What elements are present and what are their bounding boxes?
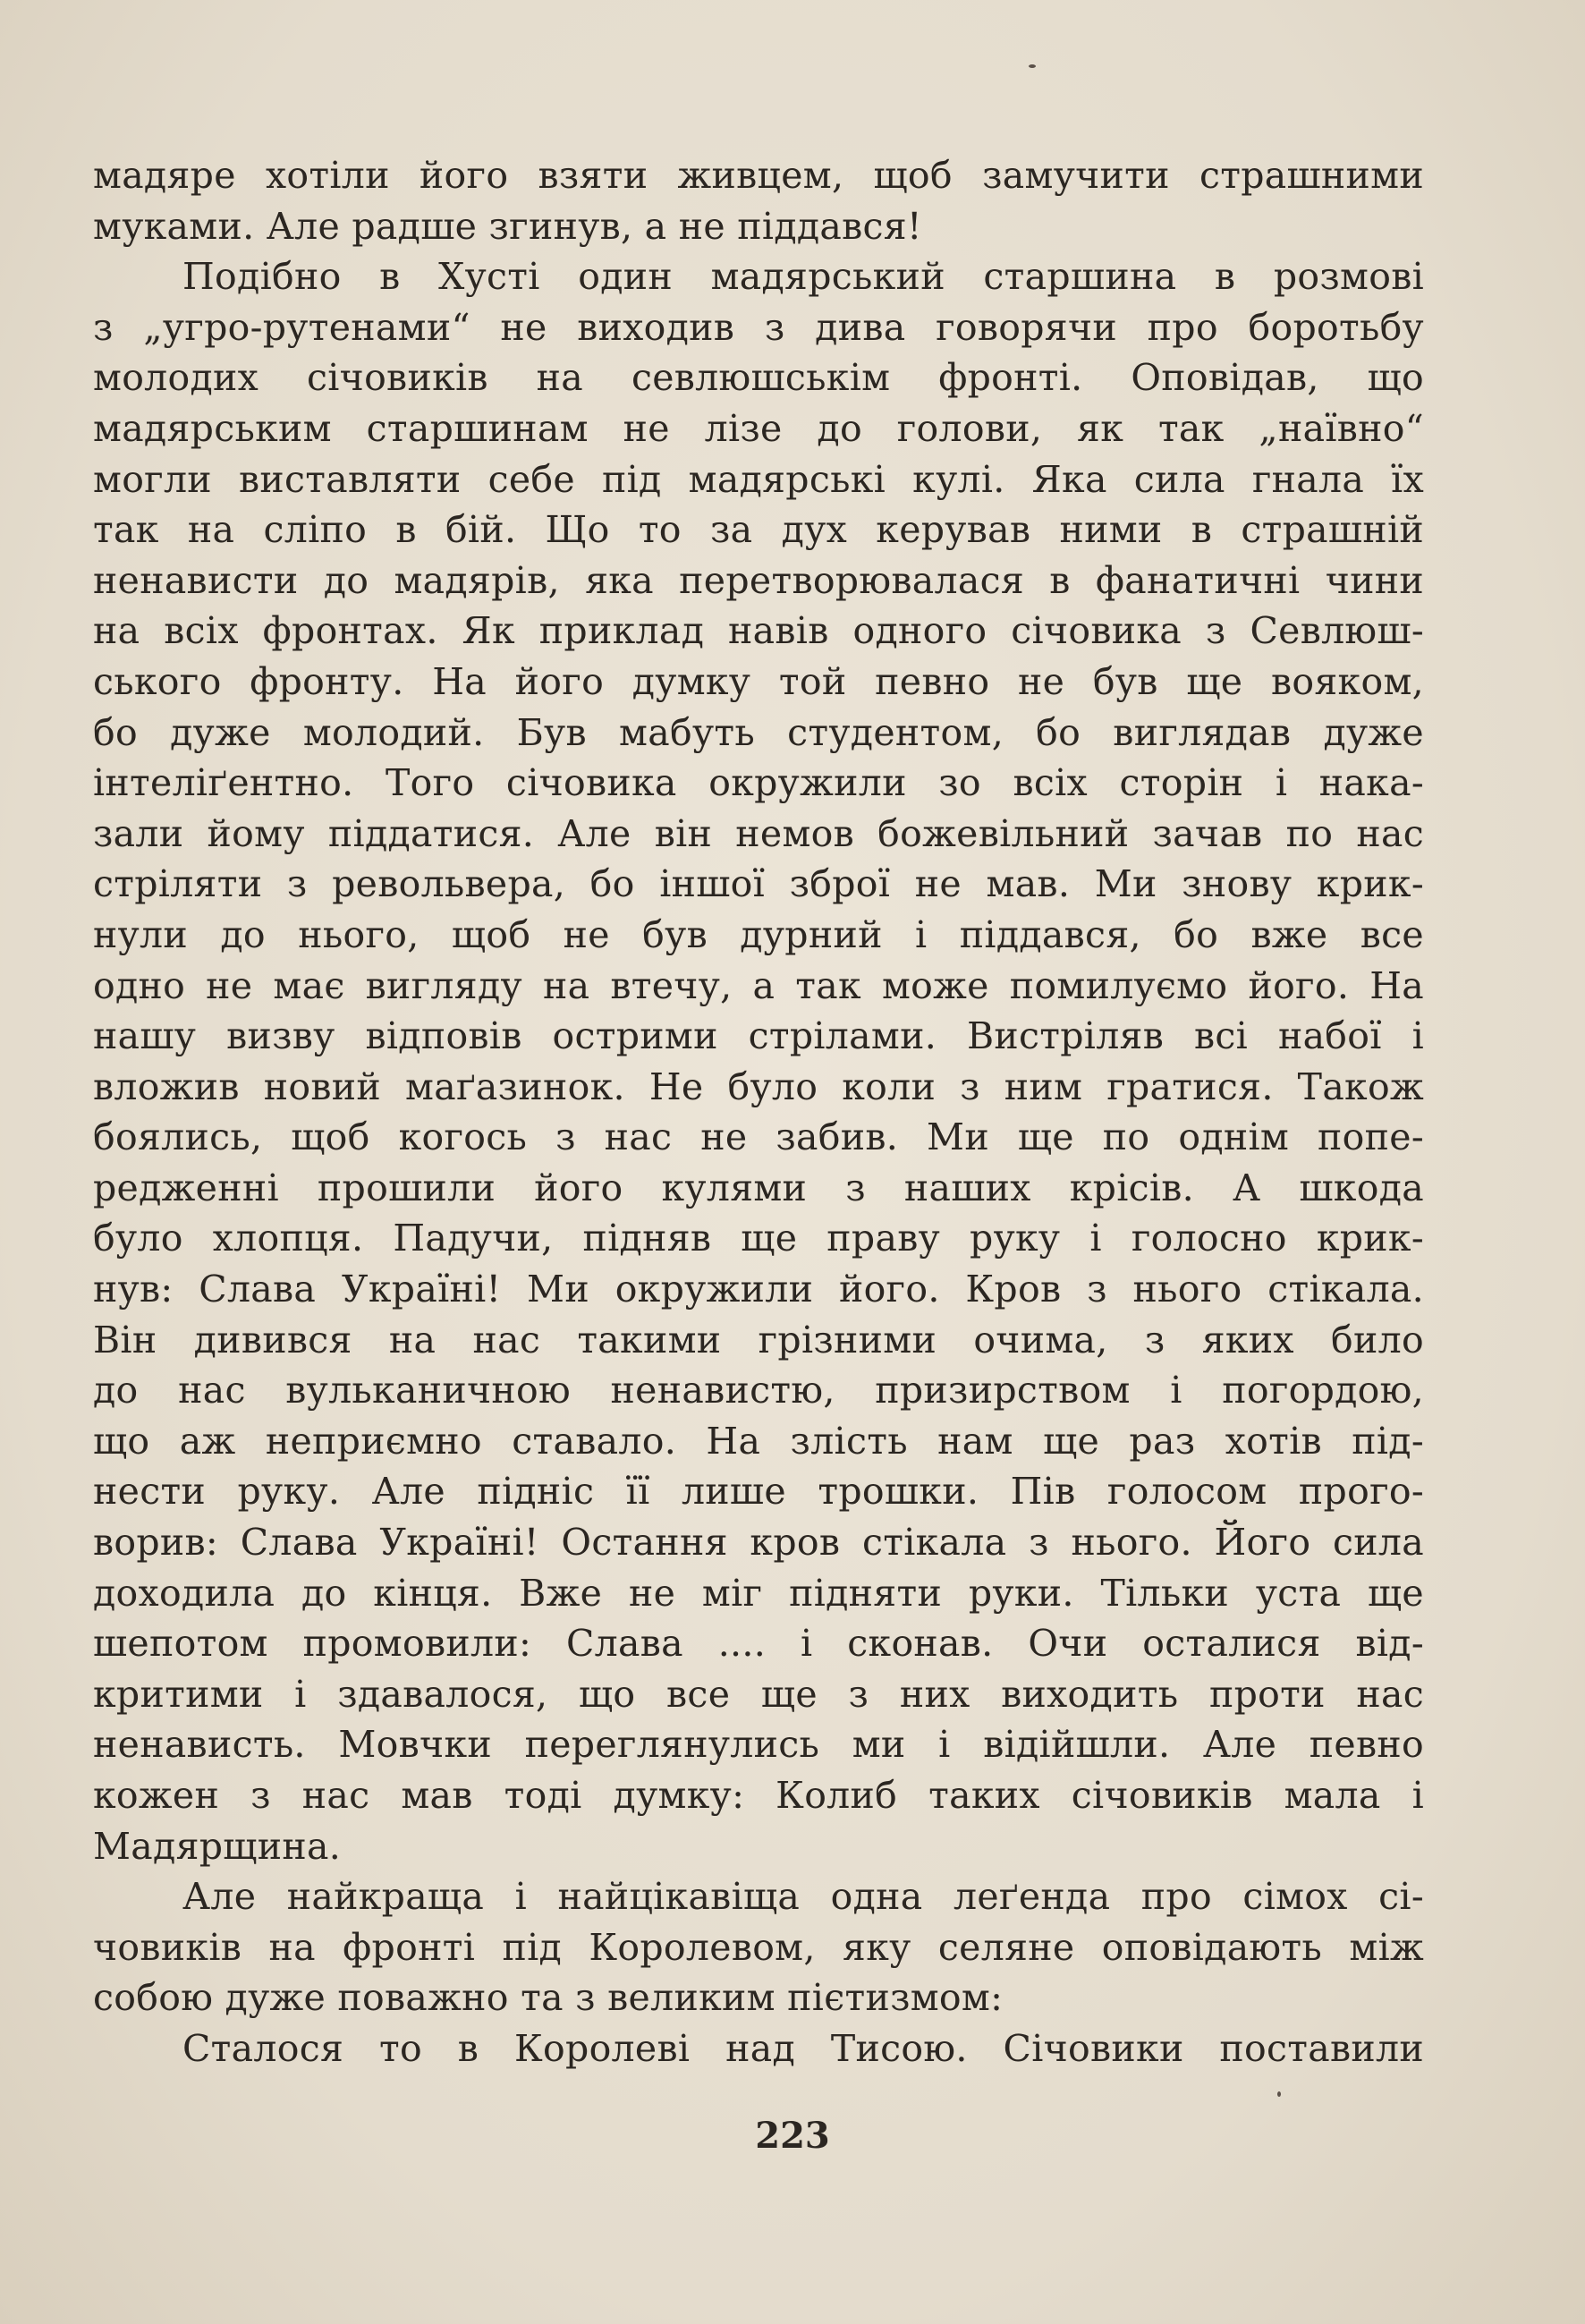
text-line: редженні прошили його кулями з наших крісів. А шкода (93, 1166, 1424, 1209)
text-line: бо дуже молодий. Був мабуть студентом, бо виглядав дуже (93, 710, 1424, 754)
text-line: могли виставляти себе під мадярські кулі. Яка сила гнала їх (93, 457, 1424, 501)
text-line: нув: Слава Україні! Ми окружили його. Кров з нього стікала. (93, 1268, 1424, 1311)
text-line: на всіх фронтах. Як приклад навів одного січовика з Севлюш- (93, 609, 1424, 653)
text-line: з „угро-рутенами“ не виходив з дива говорячи про боротьбу (93, 305, 1424, 349)
text-line: що аж неприємно ставало. На злість нам ще раз хотів під- (93, 1419, 1424, 1463)
text-line: човиків на фронті під Королевом, яку селяне оповідають між (93, 1925, 1424, 1969)
text-line: ненависти до мадярів, яка перетворювалася в фанатичні чини (93, 558, 1424, 602)
print-speck (1029, 64, 1036, 68)
page-number: 223 (755, 2115, 830, 2157)
print-speck (1277, 2091, 1281, 2097)
text-line: ського фронту. На його думку той певно не був ще вояком, (93, 659, 1424, 703)
text-line: було хлопця. Падучи, підняв ще праву руку і голосно крик- (93, 1217, 1424, 1260)
text-line: Він дивився на нас такими грізними очима, з яких било (93, 1318, 1424, 1361)
text-line: доходила до кінця. Вже не міг підняти руки. Тільки уста ще (93, 1571, 1424, 1615)
text-line: нести руку. Але підніс її лише трошки. Пів голосом прого- (93, 1470, 1424, 1514)
text-line: до нас вульканичною ненавистю, призирством і погордою, (93, 1369, 1424, 1412)
text-line: шепотом промовили: Слава .... і сконав. Очи осталися від- (93, 1622, 1424, 1666)
text-line: Але найкраща і найцікавіща одна леґенда про сімох сі- (182, 1875, 1424, 1919)
text-line: вложив новий маґазинок. Не було коли з ним гратися. Також (93, 1064, 1424, 1108)
text-line: молодих січовиків на севлюшськім фронті. Оповідав, що (93, 356, 1424, 400)
text-line: Сталося то в Королеві над Тисою. Січовики поставили (182, 2026, 1424, 2070)
text-line: критими і здавалося, що все ще з них виходить проти нас (93, 1672, 1424, 1716)
text-line: так на сліпо в бій. Що то за дух керував ними в страшній (93, 508, 1424, 552)
text-line: Мадярщина. (93, 1824, 342, 1868)
text-line: боялись, щоб когось з нас не забив. Ми ще по однім попе- (93, 1115, 1424, 1159)
text-line: нашу визву відповів острими стрілами. Вистріляв всі набої і (93, 1014, 1424, 1058)
text-line: ворив: Слава Україні! Остання кров стікала з нього. Його сила (93, 1521, 1424, 1565)
text-line: нули до нього, щоб не був дурний і піддався, бо вже все (93, 912, 1424, 956)
text-line: інтеліґентно. Того січовика окружили зо всіх сторін і нака- (93, 761, 1424, 805)
text-line: одно не має вигляду на втечу, а так може помилуємо його. На (93, 963, 1424, 1007)
text-line: Подібно в Хусті один мадярський старшина в розмові (182, 255, 1424, 299)
text-line: собою дуже поважно та з великим пієтизмом: (93, 1976, 1004, 2020)
page-body-text (93, 150, 1424, 2074)
text-line: мадяре хотіли його взяти живцем, щоб замучити страшними (93, 154, 1424, 197)
text-line: зали йому піддатися. Але він немов божевільний зачав по нас (93, 811, 1424, 855)
text-line: ненависть. Мовчки переглянулись ми і відійшли. Але певно (93, 1723, 1424, 1767)
text-line: стріляти з револьвера, бо іншої зброї не мав. Ми знову крик- (93, 862, 1424, 906)
text-line: муками. Але радше згинув, а не піддався! (93, 204, 922, 248)
text-line: кожен з нас мав тоді думку: Колиб таких січовиків мала і (93, 1774, 1424, 1817)
text-line: мадярським старшинам не лізе до голови, як так „наївно“ (93, 406, 1424, 450)
